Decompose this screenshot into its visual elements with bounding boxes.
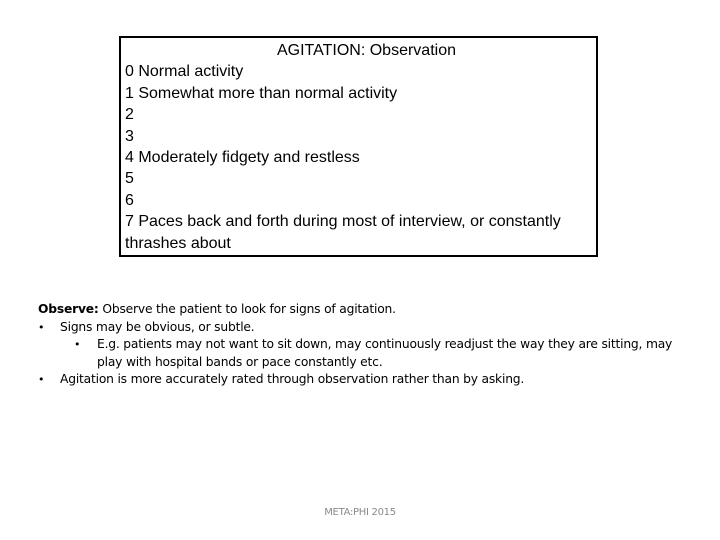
observation-notes [38,301,698,389]
bullet-accuracy [38,371,698,389]
footer-credit: META:PHI 2015 [324,507,396,518]
bullet-icon: • [74,338,81,351]
agitation-scale-box [119,36,598,257]
bullet-signs-text: Signs may be obvious, or subtle. [60,319,255,334]
bullet-icon: • [38,320,45,334]
scale-item-6: 6 [125,191,134,209]
bullet-icon: • [38,373,45,386]
scale-item-0: 0 Normal activity [125,63,244,81]
scale-item-7: 7 Paces back and forth during most of interview, or constantly thrashes about [125,213,561,252]
observe-paragraph [38,301,698,319]
scale-item-5: 5 [125,170,134,188]
scale-item-4: 4 Moderately fidgety and restless [125,149,360,167]
scale-item-3: 3 [125,127,134,145]
bullet-accuracy-text: Agitation is more accurately rated through observation rather than by asking. [60,372,525,386]
sub-bullet-example-text: E.g. patients may not want to sit down, may continuously readjust the way they are sitting, may play with hospital bands or pace constantly etc. [97,337,673,369]
scale-item-1: 1 Somewhat more than normal activity [125,84,398,102]
observe-label: Observe: [38,302,99,316]
observe-text: Observe the patient to look for signs of agitation. [98,302,396,316]
scale-title: AGITATION: Observation [276,42,456,59]
sub-bullet-example [38,336,698,371]
scale-item-2: 2 [125,106,134,124]
bullet-signs [38,319,698,337]
